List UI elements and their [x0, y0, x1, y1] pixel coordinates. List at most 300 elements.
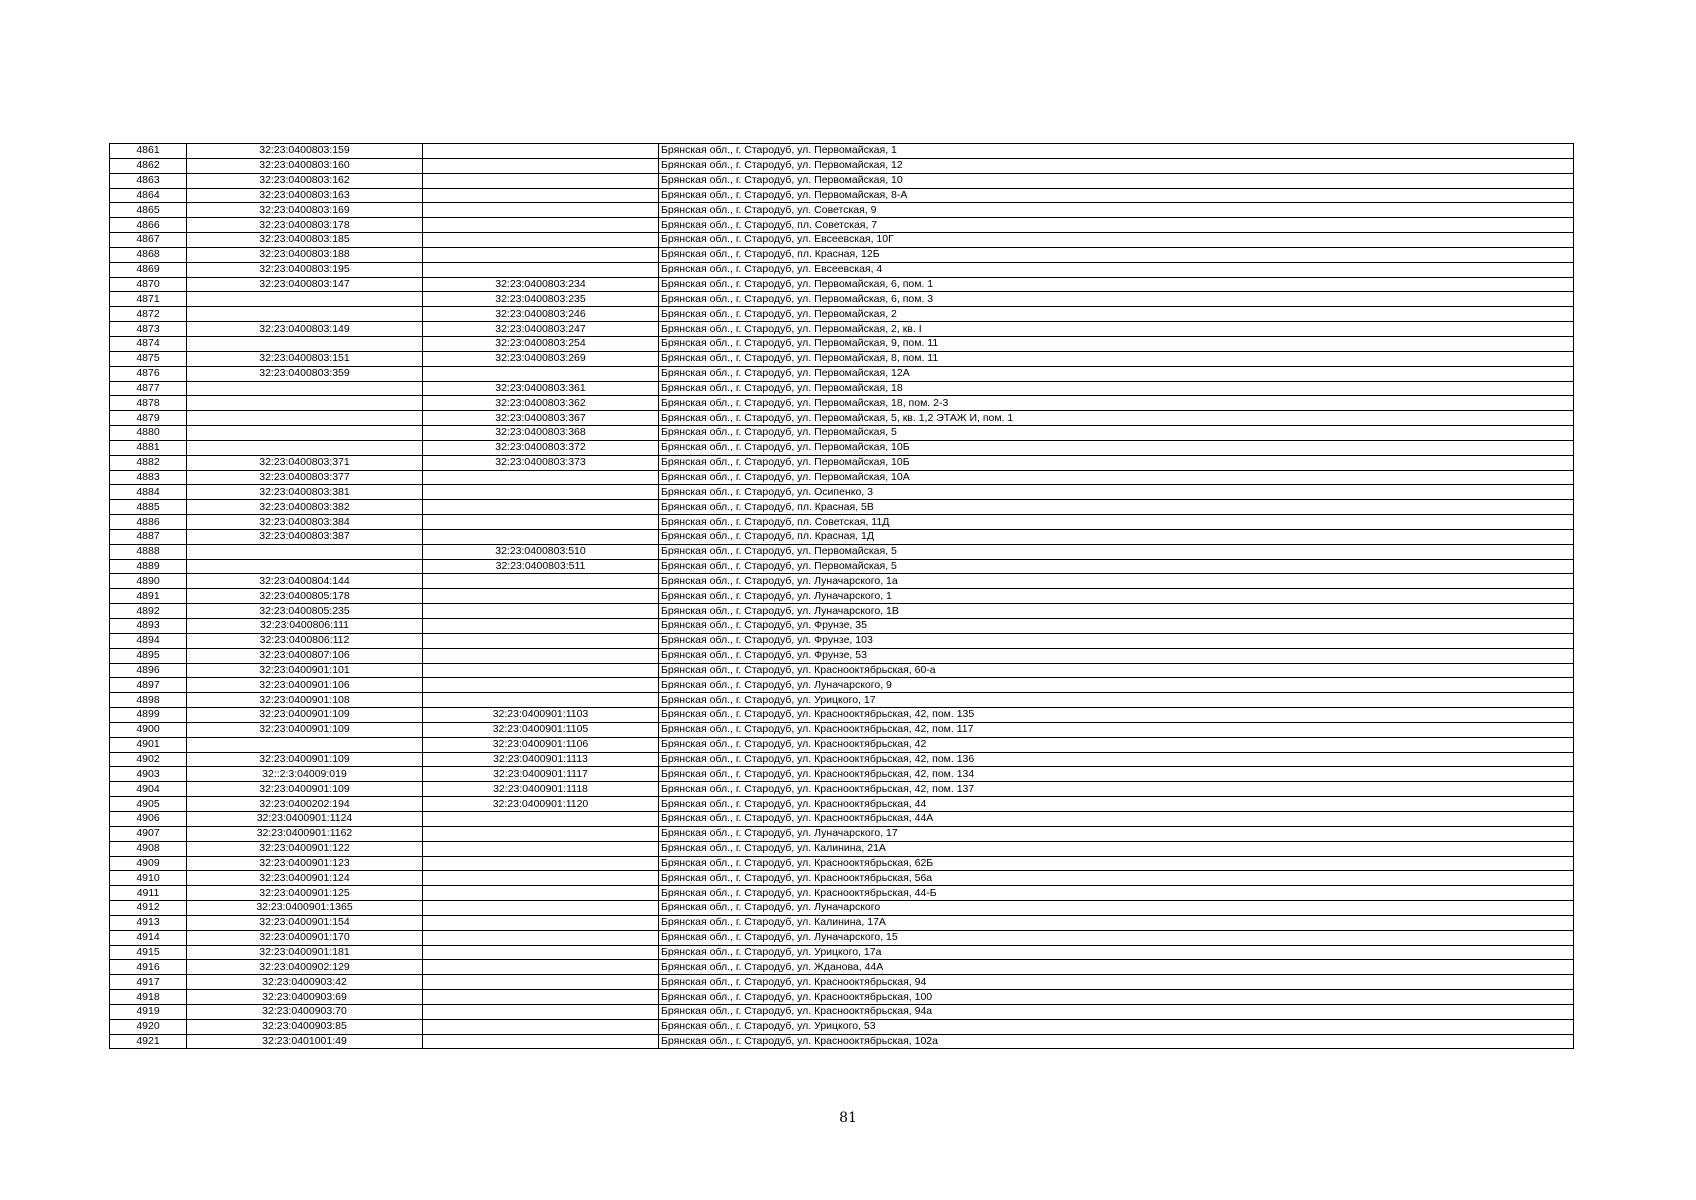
row-number-cell: 4885 [110, 500, 187, 515]
cadastral-number-cell: 32:23:0400807:106 [187, 648, 423, 663]
table-row [110, 619, 1574, 634]
cadastral-number-cell: 32:23:0400901:106 [187, 678, 423, 693]
register-table [109, 143, 1574, 1049]
premises-cadastral-number-cell: 32:23:0400803:234 [423, 277, 659, 292]
address-cell: Брянская обл., г. Стародуб, ул. Краснооктябрьская, 102а [659, 1034, 1574, 1049]
premises-cadastral-number-cell [423, 826, 659, 841]
premises-cadastral-number-cell [423, 975, 659, 990]
address-cell: Брянская обл., г. Стародуб, ул. Первомайская, 6, пом. 1 [659, 277, 1574, 292]
row-number-cell: 4921 [110, 1034, 187, 1049]
row-number-cell: 4890 [110, 574, 187, 589]
cadastral-number-cell [187, 440, 423, 455]
table-row [110, 233, 1574, 248]
table-row [110, 455, 1574, 470]
address-cell: Брянская обл., г. Стародуб, ул. Первомайская, 10Б [659, 440, 1574, 455]
cadastral-number-cell [187, 544, 423, 559]
row-number-cell: 4883 [110, 470, 187, 485]
address-cell: Брянская обл., г. Стародуб, ул. Первомайская, 5 [659, 559, 1574, 574]
table-row [110, 856, 1574, 871]
table-row [110, 990, 1574, 1005]
cadastral-number-cell: 32:23:0400901:124 [187, 871, 423, 886]
cadastral-number-cell: 32:23:0400803:169 [187, 203, 423, 218]
premises-cadastral-number-cell [423, 604, 659, 619]
address-cell: Брянская обл., г. Стародуб, ул. Первомайская, 9, пом. 11 [659, 336, 1574, 351]
cadastral-number-cell: 32:23:0400901:125 [187, 886, 423, 901]
row-number-cell: 4880 [110, 426, 187, 441]
table-row [110, 826, 1574, 841]
table-row [110, 1034, 1574, 1049]
address-cell: Брянская обл., г. Стародуб, ул. Краснооктябрьская, 42, пом. 117 [659, 722, 1574, 737]
premises-cadastral-number-cell: 32:23:0400803:367 [423, 411, 659, 426]
premises-cadastral-number-cell [423, 366, 659, 381]
table-row [110, 663, 1574, 678]
address-cell: Брянская обл., г. Стародуб, ул. Краснооктябрьская, 42, пом. 136 [659, 752, 1574, 767]
cadastral-number-cell: 32:23:0400803:163 [187, 188, 423, 203]
row-number-cell: 4914 [110, 930, 187, 945]
premises-cadastral-number-cell [423, 648, 659, 663]
cadastral-number-cell: 32:23:0400903:70 [187, 1004, 423, 1019]
cadastral-number-cell: 32:23:0400803:359 [187, 366, 423, 381]
register-table-container [109, 143, 1574, 1049]
address-cell: Брянская обл., г. Стародуб, ул. Первомайская, 18, пом. 2-3 [659, 396, 1574, 411]
cadastral-number-cell: 32:23:0400901:1365 [187, 901, 423, 916]
row-number-cell: 4870 [110, 277, 187, 292]
premises-cadastral-number-cell [423, 529, 659, 544]
row-number-cell: 4894 [110, 633, 187, 648]
cadastral-number-cell [187, 292, 423, 307]
address-cell: Брянская обл., г. Стародуб, ул. Краснооктябрьская, 44-Б [659, 886, 1574, 901]
table-row [110, 975, 1574, 990]
table-row [110, 366, 1574, 381]
address-cell: Брянская обл., г. Стародуб, ул. Первомайская, 10Б [659, 455, 1574, 470]
table-row [110, 351, 1574, 366]
address-cell: Брянская обл., г. Стародуб, ул. Первомайская, 12А [659, 366, 1574, 381]
address-cell: Брянская обл., г. Стародуб, ул. Краснооктябрьская, 42 [659, 737, 1574, 752]
premises-cadastral-number-cell [423, 203, 659, 218]
address-cell: Брянская обл., г. Стародуб, ул. Краснооктябрьская, 100 [659, 990, 1574, 1005]
premises-cadastral-number-cell [423, 945, 659, 960]
cadastral-number-cell: 32:23:0400901:154 [187, 915, 423, 930]
cadastral-number-cell [187, 411, 423, 426]
cadastral-number-cell: 32:23:0400202:194 [187, 797, 423, 812]
row-number-cell: 4897 [110, 678, 187, 693]
premises-cadastral-number-cell: 32:23:0400803:247 [423, 322, 659, 337]
address-cell: Брянская обл., г. Стародуб, ул. Первомайская, 1 [659, 144, 1574, 159]
premises-cadastral-number-cell [423, 262, 659, 277]
premises-cadastral-number-cell [423, 930, 659, 945]
table-row [110, 515, 1574, 530]
premises-cadastral-number-cell [423, 218, 659, 233]
premises-cadastral-number-cell [423, 811, 659, 826]
table-row [110, 648, 1574, 663]
premises-cadastral-number-cell [423, 633, 659, 648]
row-number-cell: 4866 [110, 218, 187, 233]
address-cell: Брянская обл., г. Стародуб, ул. Краснооктябрьская, 42, пом. 135 [659, 708, 1574, 723]
table-row [110, 158, 1574, 173]
table-row [110, 871, 1574, 886]
row-number-cell: 4901 [110, 737, 187, 752]
premises-cadastral-number-cell [423, 500, 659, 515]
table-row [110, 144, 1574, 159]
cadastral-number-cell: 32:23:0400901:122 [187, 841, 423, 856]
cadastral-number-cell: 32:23:0400803:371 [187, 455, 423, 470]
address-cell: Брянская обл., г. Стародуб, ул. Луначарского, 15 [659, 930, 1574, 945]
premises-cadastral-number-cell: 32:23:0400901:1105 [423, 722, 659, 737]
table-row [110, 604, 1574, 619]
premises-cadastral-number-cell [423, 144, 659, 159]
register-table-body [110, 144, 1574, 1049]
row-number-cell: 4907 [110, 826, 187, 841]
row-number-cell: 4877 [110, 381, 187, 396]
cadastral-number-cell: 32:23:0400806:111 [187, 619, 423, 634]
premises-cadastral-number-cell [423, 886, 659, 901]
premises-cadastral-number-cell [423, 693, 659, 708]
table-row [110, 693, 1574, 708]
cadastral-number-cell: 32:23:0400901:109 [187, 722, 423, 737]
premises-cadastral-number-cell: 32:23:0400901:1103 [423, 708, 659, 723]
row-number-cell: 4905 [110, 797, 187, 812]
cadastral-number-cell: 32:23:0401001:49 [187, 1034, 423, 1049]
cadastral-number-cell: 32:23:0400803:147 [187, 277, 423, 292]
premises-cadastral-number-cell: 32:23:0400803:373 [423, 455, 659, 470]
address-cell: Брянская обл., г. Стародуб, пл. Красная, 12Б [659, 247, 1574, 262]
premises-cadastral-number-cell [423, 619, 659, 634]
row-number-cell: 4881 [110, 440, 187, 455]
row-number-cell: 4871 [110, 292, 187, 307]
row-number-cell: 4920 [110, 1019, 187, 1034]
premises-cadastral-number-cell [423, 960, 659, 975]
cadastral-number-cell: 32:23:0400901:101 [187, 663, 423, 678]
row-number-cell: 4909 [110, 856, 187, 871]
table-row [110, 886, 1574, 901]
premises-cadastral-number-cell: 32:23:0400901:1117 [423, 767, 659, 782]
premises-cadastral-number-cell [423, 188, 659, 203]
address-cell: Брянская обл., г. Стародуб, ул. Евсеевская, 4 [659, 262, 1574, 277]
premises-cadastral-number-cell: 32:23:0400901:1120 [423, 797, 659, 812]
cadastral-number-cell: 32:23:0400803:188 [187, 247, 423, 262]
table-row [110, 678, 1574, 693]
table-row [110, 1019, 1574, 1034]
table-row [110, 203, 1574, 218]
table-row [110, 277, 1574, 292]
table-row [110, 722, 1574, 737]
cadastral-number-cell: 32:23:0400901:109 [187, 752, 423, 767]
address-cell: Брянская обл., г. Стародуб, ул. Советская, 9 [659, 203, 1574, 218]
premises-cadastral-number-cell: 32:23:0400803:510 [423, 544, 659, 559]
row-number-cell: 4872 [110, 307, 187, 322]
address-cell: Брянская обл., г. Стародуб, ул. Фрунзе, 103 [659, 633, 1574, 648]
address-cell: Брянская обл., г. Стародуб, пл. Советская, 11Д [659, 515, 1574, 530]
address-cell: Брянская обл., г. Стародуб, ул. Краснооктябрьская, 44А [659, 811, 1574, 826]
address-cell: Брянская обл., г. Стародуб, ул. Первомайская, 2, кв. I [659, 322, 1574, 337]
table-row [110, 485, 1574, 500]
premises-cadastral-number-cell [423, 485, 659, 500]
table-row [110, 500, 1574, 515]
row-number-cell: 4873 [110, 322, 187, 337]
premises-cadastral-number-cell [423, 678, 659, 693]
row-number-cell: 4912 [110, 901, 187, 916]
cadastral-number-cell: 32:23:0400901:109 [187, 708, 423, 723]
cadastral-number-cell: 32:23:0400805:235 [187, 604, 423, 619]
premises-cadastral-number-cell: 32:23:0400803:368 [423, 426, 659, 441]
table-row [110, 901, 1574, 916]
table-row [110, 589, 1574, 604]
cadastral-number-cell: 32:23:0400806:112 [187, 633, 423, 648]
row-number-cell: 4889 [110, 559, 187, 574]
premises-cadastral-number-cell [423, 663, 659, 678]
row-number-cell: 4904 [110, 782, 187, 797]
address-cell: Брянская обл., г. Стародуб, пл. Красная, 1Д [659, 529, 1574, 544]
table-row [110, 767, 1574, 782]
address-cell: Брянская обл., г. Стародуб, пл. Советская, 7 [659, 218, 1574, 233]
cadastral-number-cell: 32:23:0400901:123 [187, 856, 423, 871]
address-cell: Брянская обл., г. Стародуб, ул. Луначарского, 9 [659, 678, 1574, 693]
premises-cadastral-number-cell: 32:23:0400803:246 [423, 307, 659, 322]
table-row [110, 574, 1574, 589]
row-number-cell: 4917 [110, 975, 187, 990]
cadastral-number-cell: 32:23:0400803:162 [187, 173, 423, 188]
address-cell: Брянская обл., г. Стародуб, ул. Первомайская, 10А [659, 470, 1574, 485]
address-cell: Брянская обл., г. Стародуб, ул. Первомайская, 12 [659, 158, 1574, 173]
premises-cadastral-number-cell [423, 990, 659, 1005]
table-row [110, 307, 1574, 322]
row-number-cell: 4899 [110, 708, 187, 723]
cadastral-number-cell: 32::2:3:04009:019 [187, 767, 423, 782]
row-number-cell: 4868 [110, 247, 187, 262]
row-number-cell: 4864 [110, 188, 187, 203]
address-cell: Брянская обл., г. Стародуб, ул. Фрунзе, 53 [659, 648, 1574, 663]
premises-cadastral-number-cell [423, 574, 659, 589]
table-row [110, 960, 1574, 975]
address-cell: Брянская обл., г. Стародуб, ул. Урицкого, 17 [659, 693, 1574, 708]
row-number-cell: 4882 [110, 455, 187, 470]
table-row [110, 336, 1574, 351]
row-number-cell: 4898 [110, 693, 187, 708]
premises-cadastral-number-cell: 32:23:0400803:235 [423, 292, 659, 307]
table-row [110, 426, 1574, 441]
premises-cadastral-number-cell [423, 247, 659, 262]
row-number-cell: 4892 [110, 604, 187, 619]
page-number: 81 [839, 1110, 857, 1126]
address-cell: Брянская обл., г. Стародуб, ул. Первомайская, 5, кв. 1,2 ЭТАЖ И, пом. 1 [659, 411, 1574, 426]
address-cell: Брянская обл., г. Стародуб, ул. Луначарского, 17 [659, 826, 1574, 841]
address-cell: Брянская обл., г. Стародуб, ул. Краснооктябрьская, 56а [659, 871, 1574, 886]
address-cell: Брянская обл., г. Стародуб, ул. Первомайская, 6, пом. 3 [659, 292, 1574, 307]
address-cell: Брянская обл., г. Стародуб, ул. Краснооктябрьская, 62Б [659, 856, 1574, 871]
table-row [110, 292, 1574, 307]
cadastral-number-cell [187, 559, 423, 574]
address-cell: Брянская обл., г. Стародуб, ул. Первомайская, 10 [659, 173, 1574, 188]
address-cell: Брянская обл., г. Стародуб, ул. Первомайская, 2 [659, 307, 1574, 322]
address-cell: Брянская обл., г. Стародуб, ул. Луначарского, 1 [659, 589, 1574, 604]
table-row [110, 708, 1574, 723]
row-number-cell: 4900 [110, 722, 187, 737]
row-number-cell: 4916 [110, 960, 187, 975]
address-cell: Брянская обл., г. Стародуб, ул. Жданова, 44А [659, 960, 1574, 975]
table-row [110, 396, 1574, 411]
row-number-cell: 4910 [110, 871, 187, 886]
row-number-cell: 4911 [110, 886, 187, 901]
premises-cadastral-number-cell [423, 841, 659, 856]
table-row [110, 529, 1574, 544]
table-row [110, 262, 1574, 277]
premises-cadastral-number-cell [423, 515, 659, 530]
cadastral-number-cell: 32:23:0400803:195 [187, 262, 423, 277]
table-row [110, 811, 1574, 826]
row-number-cell: 4886 [110, 515, 187, 530]
cadastral-number-cell: 32:23:0400803:149 [187, 322, 423, 337]
cadastral-number-cell: 32:23:0400803:387 [187, 529, 423, 544]
address-cell: Брянская обл., г. Стародуб, ул. Осипенко, 3 [659, 485, 1574, 500]
cadastral-number-cell: 32:23:0400803:382 [187, 500, 423, 515]
table-row [110, 544, 1574, 559]
table-row [110, 737, 1574, 752]
row-number-cell: 4876 [110, 366, 187, 381]
table-row [110, 440, 1574, 455]
cadastral-number-cell [187, 396, 423, 411]
row-number-cell: 4887 [110, 529, 187, 544]
row-number-cell: 4875 [110, 351, 187, 366]
table-row [110, 411, 1574, 426]
address-cell: Брянская обл., г. Стародуб, ул. Первомайская, 18 [659, 381, 1574, 396]
row-number-cell: 4913 [110, 915, 187, 930]
row-number-cell: 4861 [110, 144, 187, 159]
table-row [110, 841, 1574, 856]
address-cell: Брянская обл., г. Стародуб, ул. Фрунзе, 35 [659, 619, 1574, 634]
row-number-cell: 4902 [110, 752, 187, 767]
address-cell: Брянская обл., г. Стародуб, ул. Краснооктябрьская, 44 [659, 797, 1574, 812]
cadastral-number-cell: 32:23:0400803:185 [187, 233, 423, 248]
row-number-cell: 4862 [110, 158, 187, 173]
address-cell: Брянская обл., г. Стародуб, ул. Евсеевская, 10Г [659, 233, 1574, 248]
cadastral-number-cell: 32:23:0400803:384 [187, 515, 423, 530]
address-cell: Брянская обл., г. Стародуб, ул. Луначарского [659, 901, 1574, 916]
row-number-cell: 4893 [110, 619, 187, 634]
premises-cadastral-number-cell [423, 1004, 659, 1019]
row-number-cell: 4878 [110, 396, 187, 411]
premises-cadastral-number-cell: 32:23:0400901:1106 [423, 737, 659, 752]
table-row [110, 752, 1574, 767]
premises-cadastral-number-cell: 32:23:0400803:269 [423, 351, 659, 366]
premises-cadastral-number-cell [423, 856, 659, 871]
address-cell: Брянская обл., г. Стародуб, ул. Луначарского, 1В [659, 604, 1574, 619]
row-number-cell: 4874 [110, 336, 187, 351]
row-number-cell: 4863 [110, 173, 187, 188]
address-cell: Брянская обл., г. Стародуб, пл. Красная, 5В [659, 500, 1574, 515]
table-row [110, 173, 1574, 188]
premises-cadastral-number-cell [423, 901, 659, 916]
row-number-cell: 4918 [110, 990, 187, 1005]
cadastral-number-cell: 32:23:0400805:178 [187, 589, 423, 604]
table-row [110, 218, 1574, 233]
address-cell: Брянская обл., г. Стародуб, ул. Луначарского, 1а [659, 574, 1574, 589]
table-row [110, 188, 1574, 203]
address-cell: Брянская обл., г. Стародуб, ул. Урицкого, 17а [659, 945, 1574, 960]
premises-cadastral-number-cell: 32:23:0400803:511 [423, 559, 659, 574]
table-row [110, 1004, 1574, 1019]
address-cell: Брянская обл., г. Стародуб, ул. Калинина, 17А [659, 915, 1574, 930]
address-cell: Брянская обл., г. Стародуб, ул. Калинина, 21А [659, 841, 1574, 856]
table-row [110, 915, 1574, 930]
row-number-cell: 4865 [110, 203, 187, 218]
cadastral-number-cell: 32:23:0400902:129 [187, 960, 423, 975]
table-row [110, 945, 1574, 960]
row-number-cell: 4888 [110, 544, 187, 559]
table-row [110, 559, 1574, 574]
premises-cadastral-number-cell [423, 173, 659, 188]
table-row [110, 470, 1574, 485]
row-number-cell: 4896 [110, 663, 187, 678]
table-row [110, 381, 1574, 396]
premises-cadastral-number-cell [423, 871, 659, 886]
table-row [110, 782, 1574, 797]
cadastral-number-cell: 32:23:0400803:160 [187, 158, 423, 173]
address-cell: Брянская обл., г. Стародуб, ул. Краснооктябрьская, 94а [659, 1004, 1574, 1019]
table-row [110, 322, 1574, 337]
premises-cadastral-number-cell: 32:23:0400901:1118 [423, 782, 659, 797]
address-cell: Брянская обл., г. Стародуб, ул. Первомайская, 8-А [659, 188, 1574, 203]
cadastral-number-cell: 32:23:0400901:1162 [187, 826, 423, 841]
row-number-cell: 4906 [110, 811, 187, 826]
address-cell: Брянская обл., г. Стародуб, ул. Краснооктябрьская, 94 [659, 975, 1574, 990]
cadastral-number-cell [187, 307, 423, 322]
row-number-cell: 4867 [110, 233, 187, 248]
premises-cadastral-number-cell: 32:23:0400803:361 [423, 381, 659, 396]
row-number-cell: 4869 [110, 262, 187, 277]
address-cell: Брянская обл., г. Стародуб, ул. Краснооктябрьская, 42, пом. 137 [659, 782, 1574, 797]
cadastral-number-cell: 32:23:0400901:181 [187, 945, 423, 960]
table-row [110, 633, 1574, 648]
address-cell: Брянская обл., г. Стародуб, ул. Краснооктябрьская, 42, пом. 134 [659, 767, 1574, 782]
row-number-cell: 4895 [110, 648, 187, 663]
cadastral-number-cell: 32:23:0400803:151 [187, 351, 423, 366]
cadastral-number-cell [187, 426, 423, 441]
cadastral-number-cell [187, 381, 423, 396]
cadastral-number-cell: 32:23:0400903:85 [187, 1019, 423, 1034]
row-number-cell: 4908 [110, 841, 187, 856]
row-number-cell: 4915 [110, 945, 187, 960]
premises-cadastral-number-cell: 32:23:0400803:372 [423, 440, 659, 455]
premises-cadastral-number-cell [423, 158, 659, 173]
cadastral-number-cell: 32:23:0400901:1124 [187, 811, 423, 826]
table-row [110, 247, 1574, 262]
premises-cadastral-number-cell: 32:23:0400901:1113 [423, 752, 659, 767]
cadastral-number-cell: 32:23:0400803:159 [187, 144, 423, 159]
address-cell: Брянская обл., г. Стародуб, ул. Краснооктябрьская, 60-а [659, 663, 1574, 678]
cadastral-number-cell [187, 336, 423, 351]
table-row [110, 930, 1574, 945]
cadastral-number-cell [187, 737, 423, 752]
row-number-cell: 4919 [110, 1004, 187, 1019]
row-number-cell: 4891 [110, 589, 187, 604]
cadastral-number-cell: 32:23:0400804:144 [187, 574, 423, 589]
cadastral-number-cell: 32:23:0400901:170 [187, 930, 423, 945]
row-number-cell: 4884 [110, 485, 187, 500]
premises-cadastral-number-cell [423, 233, 659, 248]
premises-cadastral-number-cell [423, 915, 659, 930]
cadastral-number-cell: 32:23:0400803:178 [187, 218, 423, 233]
cadastral-number-cell: 32:23:0400903:69 [187, 990, 423, 1005]
premises-cadastral-number-cell [423, 470, 659, 485]
address-cell: Брянская обл., г. Стародуб, ул. Первомайская, 8, пом. 11 [659, 351, 1574, 366]
table-row [110, 797, 1574, 812]
row-number-cell: 4903 [110, 767, 187, 782]
cadastral-number-cell: 32:23:0400803:377 [187, 470, 423, 485]
row-number-cell: 4879 [110, 411, 187, 426]
premises-cadastral-number-cell: 32:23:0400803:254 [423, 336, 659, 351]
address-cell: Брянская обл., г. Стародуб, ул. Урицкого, 53 [659, 1019, 1574, 1034]
cadastral-number-cell: 32:23:0400901:109 [187, 782, 423, 797]
